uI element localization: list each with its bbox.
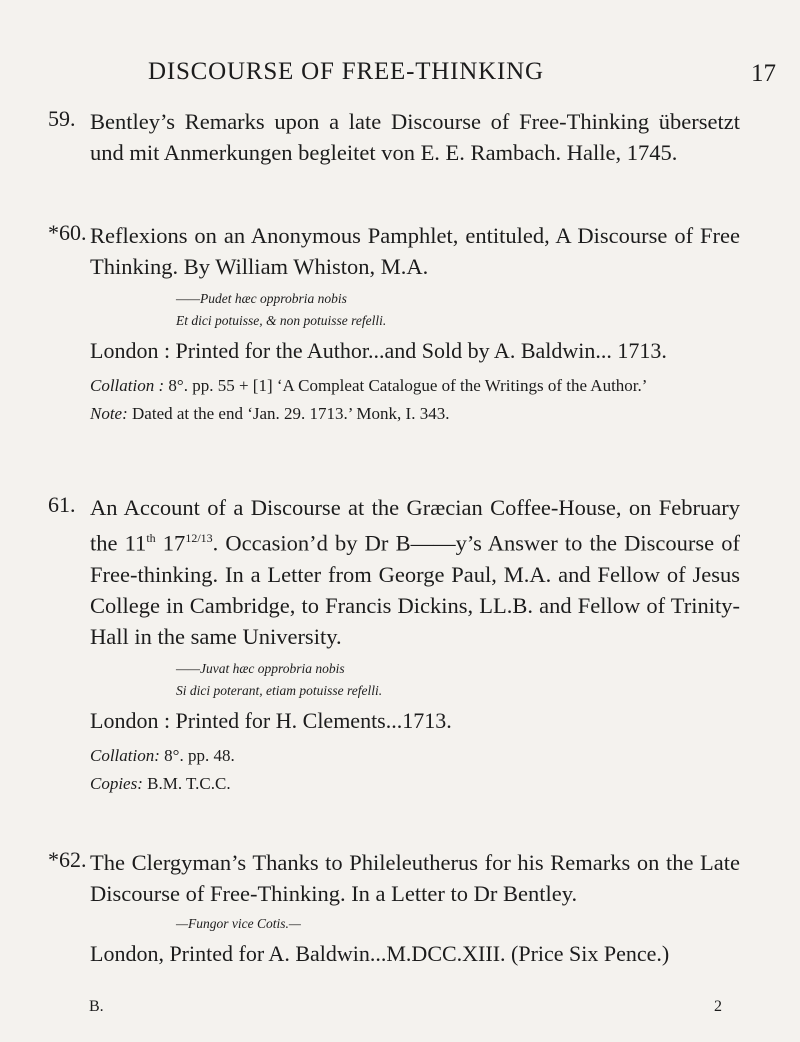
imprint: London : Printed for H. Clements...1713. xyxy=(90,707,452,733)
motto-line: —Fungor vice Cotis.— xyxy=(176,916,301,931)
copies-text: B.M. T.C.C. xyxy=(147,773,231,793)
motto-line: Si dici poterant, etiam potuisse refelli. xyxy=(176,682,383,698)
copies xyxy=(90,772,740,796)
bibliography-entry xyxy=(48,220,740,426)
collation xyxy=(90,374,740,398)
entry-title-part: 17 xyxy=(155,530,186,556)
motto-line: ——Juvat hæc opprobria nobis xyxy=(176,660,345,676)
entry-title: Bentley’s Remarks upon a late Discourse of Free-Thinking übersetzt und mit Anmerkungen begleitet von E. E. Rambach. Halle, 1745. xyxy=(90,109,740,165)
note xyxy=(90,402,740,426)
page-header xyxy=(0,58,800,98)
entry-title: Reflexions on an Anonymous Pamphlet, entituled, A Discourse of Free Thinking. By William Whiston, M.A. xyxy=(90,223,740,279)
entry-title: The Clergyman’s Thanks to Phileleutherus for his Remarks on the Late Discourse of Free-Thinking. In a Letter to Dr Bentley. xyxy=(90,850,740,906)
collation xyxy=(90,744,740,768)
note-label: Note: xyxy=(90,404,128,423)
copies-label: Copies: xyxy=(90,773,143,793)
entry-number: 61. xyxy=(48,492,76,517)
year-fraction: 12/13 xyxy=(185,531,213,545)
signature-number: 2 xyxy=(714,998,722,1015)
signature-mark: B. xyxy=(89,998,104,1015)
running-title: DISCOURSE OF FREE-THINKING xyxy=(148,58,544,85)
motto-line: Et dici potuisse, & non potuisse refelli. xyxy=(176,313,387,328)
entry-number: *60. xyxy=(48,220,87,245)
page-number: 17 xyxy=(751,60,776,87)
entry-title xyxy=(90,492,740,652)
collation-label: Collation : xyxy=(90,376,165,395)
bibliography-entry xyxy=(48,106,740,168)
entry-title-part: . Occasion’d by Dr B——y’s Answer to the Discourse of Free-thinking. In a Letter from George Paul, M.A. and Fellow of Jesus College in Cambridge, to Francis Dickins, LL.B. and Fellow of Trinity-Hall in the same University. xyxy=(90,530,741,649)
entry-number: *62. xyxy=(48,847,87,872)
collation-text: 8°. pp. 48. xyxy=(164,745,235,765)
superscript: th xyxy=(146,531,156,545)
entry-title-part: An Account of a Discourse at the Græcian Coffee-House, on February the 11 xyxy=(90,495,740,556)
collation-label: Collation: xyxy=(90,745,160,765)
bibliography-entry xyxy=(48,492,741,796)
entry-number: 59. xyxy=(48,106,76,131)
bibliography-entry xyxy=(48,847,740,969)
imprint: London, Printed for A. Baldwin...M.DCC.XIII. (Price Six Pence.) xyxy=(90,941,670,966)
motto-line: ——Pudet hæc opprobria nobis xyxy=(176,291,347,306)
note-text: Dated at the end ‘Jan. 29. 1713.’ Monk, I. 343. xyxy=(132,404,450,423)
collation-text: 8°. pp. 55 + [1] ‘A Compleat Catalogue of the Writings of the Author.’ xyxy=(168,376,648,395)
imprint: London : Printed for the Author...and Sold by A. Baldwin... 1713. xyxy=(90,338,667,363)
